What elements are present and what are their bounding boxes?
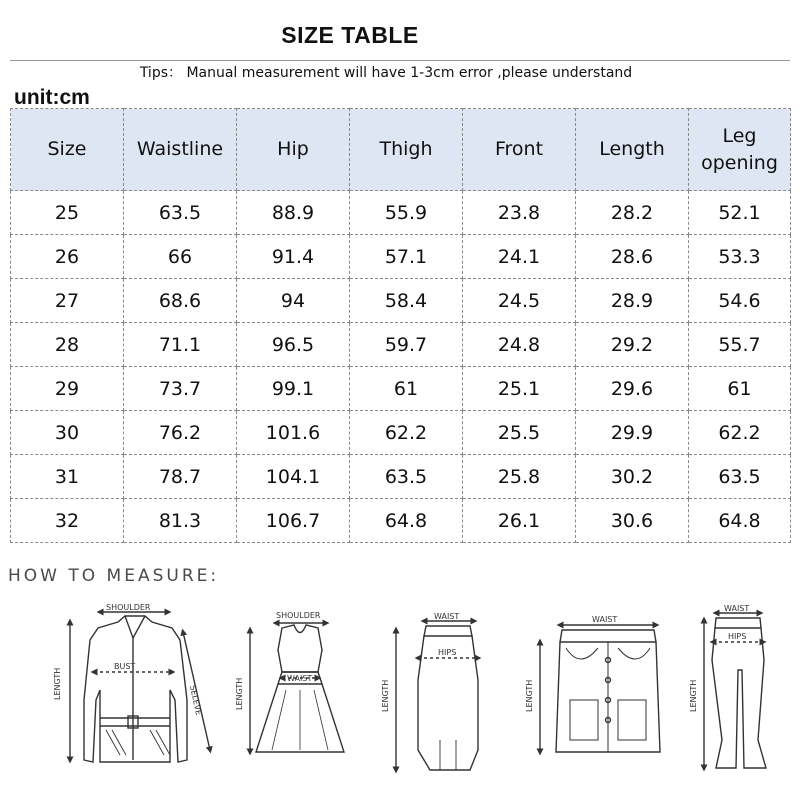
table-row: [11, 499, 791, 543]
cell-hip: 94: [237, 279, 350, 323]
label-length-dress: LENGTH: [235, 677, 244, 710]
table-row: [11, 455, 791, 499]
table-row: [11, 411, 791, 455]
label-bust-jacket: BUST: [114, 662, 136, 671]
how-to-measure-heading: HOW TO MEASURE:: [8, 566, 220, 586]
cell-thigh: 59.7: [350, 323, 463, 367]
dress-illustration: [235, 611, 344, 752]
cell-thigh: 63.5: [350, 455, 463, 499]
cell-waistline: 71.1: [124, 323, 237, 367]
cell-thigh: 64.8: [350, 499, 463, 543]
cell-length: 29.9: [576, 411, 689, 455]
cell-thigh: 62.2: [350, 411, 463, 455]
label-length-shorts: LENGTH: [525, 679, 534, 712]
cell-hip: 96.5: [237, 323, 350, 367]
cell-hip: 99.1: [237, 367, 350, 411]
cell-leg-opening: 61: [689, 367, 791, 411]
header-leg-opening: [689, 109, 791, 191]
title-divider: [10, 60, 790, 61]
header-size: Size: [11, 109, 124, 191]
label-hips-pants: HIPS: [728, 632, 747, 641]
cell-thigh: 55.9: [350, 191, 463, 235]
cell-front: 23.8: [463, 191, 576, 235]
label-length-skirt: LENGTH: [381, 679, 390, 712]
cell-leg-opening: 63.5: [689, 455, 791, 499]
cell-size: 30: [11, 411, 124, 455]
cell-size: 27: [11, 279, 124, 323]
unit-label: unit:cm: [14, 86, 90, 109]
cell-hip: 106.7: [237, 499, 350, 543]
cell-waistline: 68.6: [124, 279, 237, 323]
table-row: [11, 191, 791, 235]
cell-length: 28.6: [576, 235, 689, 279]
label-waist-pants: WAIST: [724, 604, 750, 613]
label-hips-skirt: HIPS: [438, 648, 457, 657]
header-hip: Hip: [237, 109, 350, 191]
cell-size: 26: [11, 235, 124, 279]
cell-front: 24.5: [463, 279, 576, 323]
label-waist-dress: WAIST: [287, 674, 313, 683]
cell-front: 25.5: [463, 411, 576, 455]
cell-thigh: 61: [350, 367, 463, 411]
cell-leg-opening: 52.1: [689, 191, 791, 235]
header-thigh: Thigh: [350, 109, 463, 191]
cell-length: 30.6: [576, 499, 689, 543]
cell-size: 28: [11, 323, 124, 367]
cell-size: 29: [11, 367, 124, 411]
cell-waistline: 73.7: [124, 367, 237, 411]
size-table: [10, 108, 791, 543]
cell-waistline: 66: [124, 235, 237, 279]
table-row: [11, 323, 791, 367]
cell-leg-opening: 55.7: [689, 323, 791, 367]
cell-front: 24.8: [463, 323, 576, 367]
label-waist-shorts: WAIST: [592, 615, 618, 624]
cell-front: 24.1: [463, 235, 576, 279]
cell-hip: 91.4: [237, 235, 350, 279]
cell-hip: 101.6: [237, 411, 350, 455]
label-waist-skirt: WAIST: [434, 612, 460, 621]
cell-leg-opening: 62.2: [689, 411, 791, 455]
label-length-jacket: LENGTH: [53, 667, 62, 700]
cell-size: 31: [11, 455, 124, 499]
cell-front: 25.8: [463, 455, 576, 499]
cell-thigh: 57.1: [350, 235, 463, 279]
cell-size: 32: [11, 499, 124, 543]
page-title: SIZE TABLE: [281, 22, 419, 48]
label-shoulder-jacket: SHOULDER: [106, 603, 151, 612]
table-row: [11, 235, 791, 279]
pants-illustration: [689, 604, 766, 768]
cell-leg-opening: 64.8: [689, 499, 791, 543]
skirt-illustration: [381, 612, 478, 770]
measure-illustrations: [0, 590, 800, 800]
table-row: [11, 367, 791, 411]
cell-length: 28.2: [576, 191, 689, 235]
label-sleeve-jacket: SELEVE: [188, 684, 204, 716]
header-leg-opening-text: Leg opening: [701, 124, 778, 174]
shorts-illustration: [525, 615, 660, 752]
cell-length: 30.2: [576, 455, 689, 499]
table-header-row: [11, 109, 791, 191]
cell-waistline: 78.7: [124, 455, 237, 499]
cell-thigh: 58.4: [350, 279, 463, 323]
cell-waistline: 76.2: [124, 411, 237, 455]
label-length-pants: LENGTH: [689, 679, 698, 712]
cell-length: 29.2: [576, 323, 689, 367]
cell-front: 26.1: [463, 499, 576, 543]
cell-hip: 88.9: [237, 191, 350, 235]
cell-hip: 104.1: [237, 455, 350, 499]
header-front: Front: [463, 109, 576, 191]
cell-length: 29.6: [576, 367, 689, 411]
cell-waistline: 63.5: [124, 191, 237, 235]
cell-waistline: 81.3: [124, 499, 237, 543]
tips-note: Tips： Manual measurement will have 1-3cm error ,please understand: [139, 65, 633, 81]
cell-leg-opening: 54.6: [689, 279, 791, 323]
cell-front: 25.1: [463, 367, 576, 411]
cell-length: 28.9: [576, 279, 689, 323]
header-waistline: Waistline: [124, 109, 237, 191]
cell-leg-opening: 53.3: [689, 235, 791, 279]
table-row: [11, 279, 791, 323]
cell-size: 25: [11, 191, 124, 235]
header-length: Length: [576, 109, 689, 191]
label-shoulder-dress: SHOULDER: [276, 611, 321, 620]
jacket-illustration: [53, 603, 210, 762]
